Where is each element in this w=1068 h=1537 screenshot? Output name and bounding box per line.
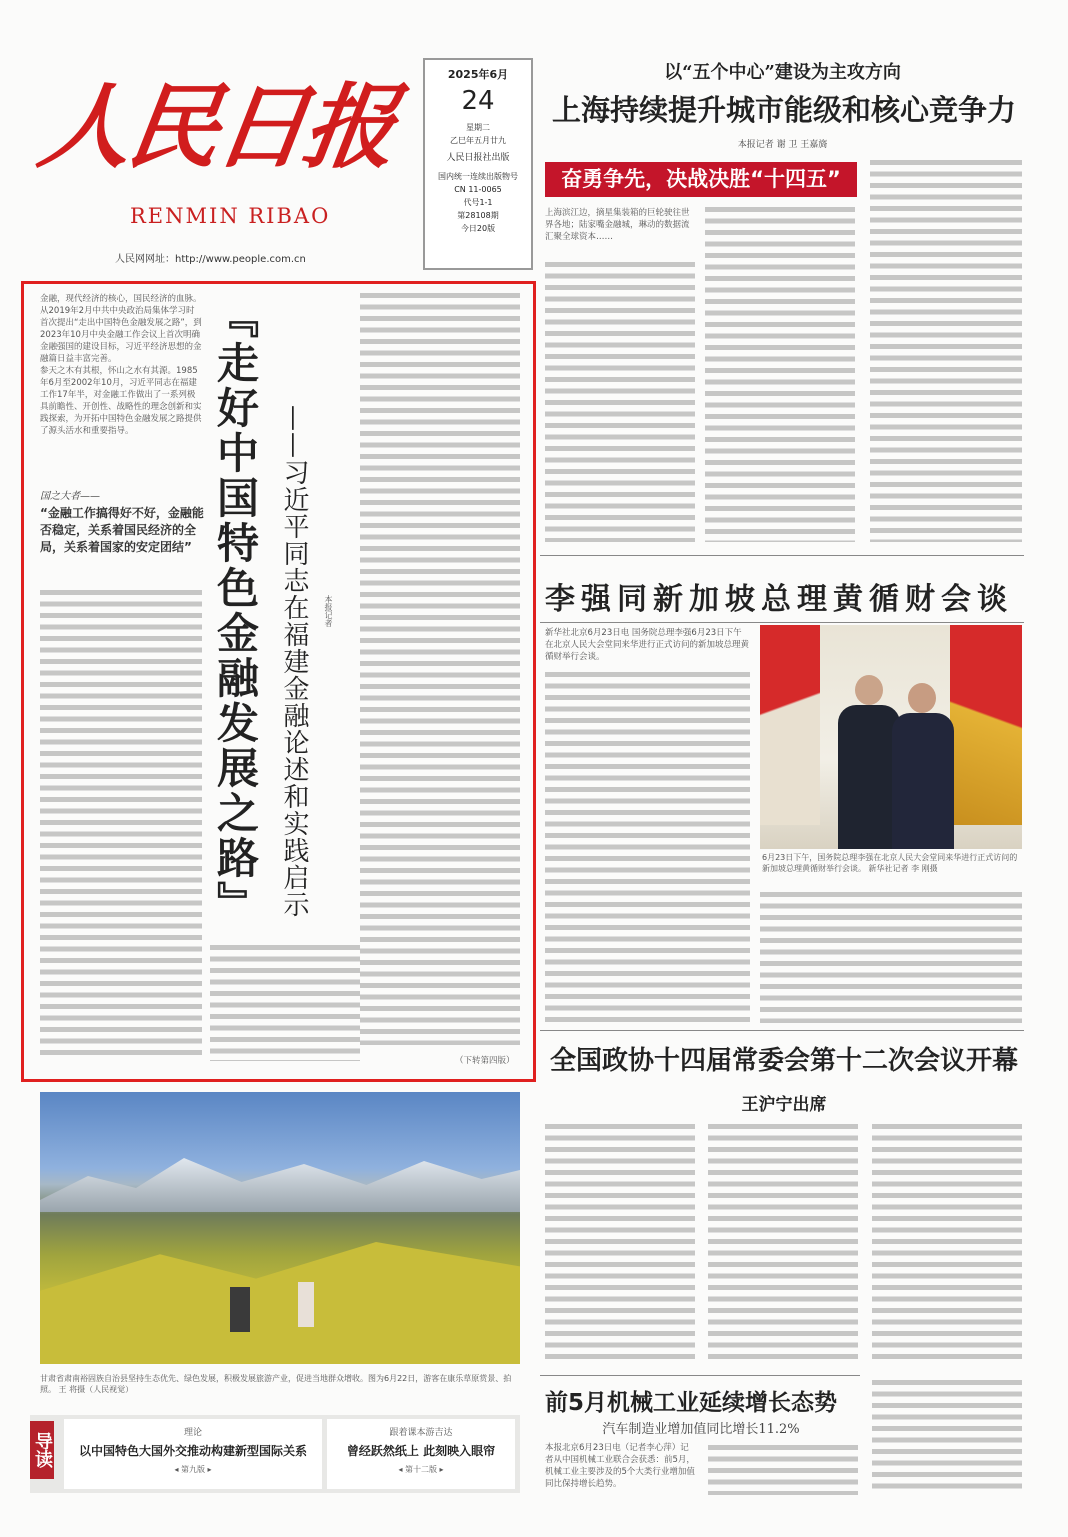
continued-note[interactable]: （下转第四版） (455, 1056, 515, 1066)
cppcc-text-col3 (872, 1124, 1022, 1364)
campaign-banner: 奋勇争先，决战决胜“十四五” (545, 162, 857, 197)
main-headline[interactable]: 『走好中国特色金融发展之路』 (211, 296, 260, 926)
cppcc-headline[interactable]: 全国政协十四届常委会第十二次会议开幕 (549, 1046, 1018, 1076)
shanghai-text-col2 (705, 207, 855, 542)
date-box (423, 58, 533, 270)
pull-kicker: 国之大者—— (40, 491, 100, 502)
divider (540, 555, 1024, 556)
masthead-pinyin: RENMIN RIBAO (130, 204, 331, 228)
person-right-head (908, 683, 936, 713)
logo-text: 人民日报 (32, 73, 400, 181)
photo-credit: 新华社记者 李 刚摄 (868, 864, 938, 873)
main-byline: 本报记者 (324, 595, 333, 627)
guide-kicker: 跟着课本游吉达 (389, 1428, 453, 1438)
guide-title: 以中国特色大国外交推动构建新型国际关系 (78, 1444, 307, 1458)
page-count: 今日20版 (460, 224, 496, 233)
serial-label: 国内统一连续出版物号 (438, 172, 518, 181)
liqiang-text-col2 (760, 892, 1022, 1023)
grass-hill (40, 1242, 520, 1364)
code: 代号1-1 (463, 198, 493, 207)
guide-item[interactable]: 跟着课本游吉达 曾经跃然纸上 此刻映入眼帘 ◂ 第十二版 ▸ (327, 1419, 515, 1489)
cppcc-text-col1 (545, 1124, 695, 1364)
machinery-text-col3 (872, 1380, 1022, 1495)
machinery-text-col2 (708, 1445, 858, 1495)
guide-page: 第九版 (181, 1465, 205, 1474)
cppcc-subtitle: 王沪宁出席 (741, 1095, 827, 1115)
liqiang-text-col1 (545, 672, 750, 1025)
main-lead (40, 293, 202, 437)
website-line: 人民网网址：http://www.people.com.cn (115, 254, 306, 265)
guide-page: 第十二版 (405, 1465, 437, 1474)
machinery-subtitle: 汽车制造业增加值同比增长11.2% (602, 1422, 800, 1437)
grassland-caption: 甘肃省肃南裕固族自治县坚持生态优先、绿色发展，积极发展旅游产业，促进当地群众增收。图为6月22日，游客在康乐草原赏景、拍照。 王 将摄（人民视觉） (40, 1374, 512, 1394)
flag-right (950, 625, 1022, 825)
shanghai-kicker: 以“五个中心”建设为主攻方向 (664, 62, 901, 83)
cn-number: CN 11-0065 (454, 185, 502, 194)
divider (540, 1375, 860, 1376)
main-text-col2 (210, 945, 360, 1061)
shanghai-text-col3 (870, 160, 1022, 542)
guide-title: 曾经跃然纸上 此刻映入眼帘 (346, 1444, 496, 1458)
pull-quote-text: “金融工作搞得好不好，金融能否稳定，关系着国民经济的全局，关系着国家的安定团结” (40, 506, 204, 554)
cppcc-text-col2 (708, 1124, 858, 1364)
flag-left (760, 625, 820, 825)
pull-quote (40, 488, 205, 556)
grassland-photo (40, 1092, 520, 1364)
issue-number: 第28108期 (457, 211, 499, 220)
tourist (230, 1287, 250, 1332)
shanghai-lead: 上海滨江边，摘星集装箱的巨轮驶往世界各地；陆家嘴金融城，琳动的数据流汇聚全球资本…… (545, 208, 690, 242)
masthead-logo (29, 50, 421, 205)
main-lead-p2: 参天之木有其根，怀山之水有其源。1985年6月至2002年10月，习近平同志在福建工作17年半，对金融工作做出了一系列极具前瞻性、开创性、战略性的理念创新和实践探索，为开拓中国特色金融发展之路提供了源头活水和重要指导。 (40, 366, 202, 436)
shanghai-text-col1 (545, 262, 695, 542)
meeting-photo-caption (762, 852, 1022, 874)
main-lead-p1: 金融，现代经济的核心，国民经济的血脉。从2019年2月中共中央政治局集体学习时首次提出“走出中国特色金融发展之路”，到2023年10月中央金融工作会议上首次明确金融强国的建设目标，习近平经济思想的金融篇日益丰富完善。 (40, 294, 202, 364)
person-right (892, 713, 954, 849)
machinery-headline[interactable]: 前5月机械工业延续增长态势 (545, 1390, 838, 1416)
guide-box (30, 1415, 520, 1493)
lunar-date: 乙巳年五月廿九 (450, 136, 506, 145)
tourist (298, 1282, 314, 1327)
divider (540, 622, 1024, 623)
meeting-photo (760, 625, 1022, 849)
main-subtitle: ——习近平同志在福建金融论述和实践启示 (279, 405, 309, 918)
main-text-col3 (360, 293, 520, 1045)
machinery-lead: 本报北京6月23日电（记者李心萍）记者从中国机械工业联合会获悉：前5月，机械工业主要涉及的5个大类行业增加值同比保持增长趋势。 (545, 1443, 695, 1489)
guide-label: 导读 (30, 1421, 54, 1479)
weekday: 星期二 (466, 123, 490, 132)
main-text-col1 (40, 590, 202, 1061)
divider (540, 1030, 1024, 1031)
person-left-head (855, 675, 883, 705)
shanghai-byline: 本报记者 谢 卫 王嘉旖 (737, 140, 828, 150)
liqiang-lead: 新华社北京6月23日电 国务院总理李强6月23日下午在北京人民大会堂同来华进行正式访问的新加坡总理黄循财举行会谈。 (545, 628, 750, 662)
liqiang-headline[interactable]: 李强同新加坡总理黄循财会谈 (545, 582, 1013, 617)
guide-item[interactable]: 理论 以中国特色大国外交推动构建新型国际关系 ◂ 第九版 ▸ (64, 1419, 322, 1489)
caption-text: 6月23日下午，国务院总理李强在北京人民大会堂同来华进行正式访问的新加坡总理黄循财举行会谈。 (762, 853, 1018, 873)
person-left (838, 705, 900, 849)
day: 24 (461, 86, 495, 116)
shanghai-headline[interactable]: 上海持续提升城市能级和核心竞争力 (551, 93, 1016, 127)
year-month: 2025年6月 (447, 68, 509, 81)
publisher: 人民日报社出版 (446, 153, 510, 163)
snow-mountains (40, 1152, 520, 1212)
guide-kicker: 理论 (183, 1428, 202, 1438)
